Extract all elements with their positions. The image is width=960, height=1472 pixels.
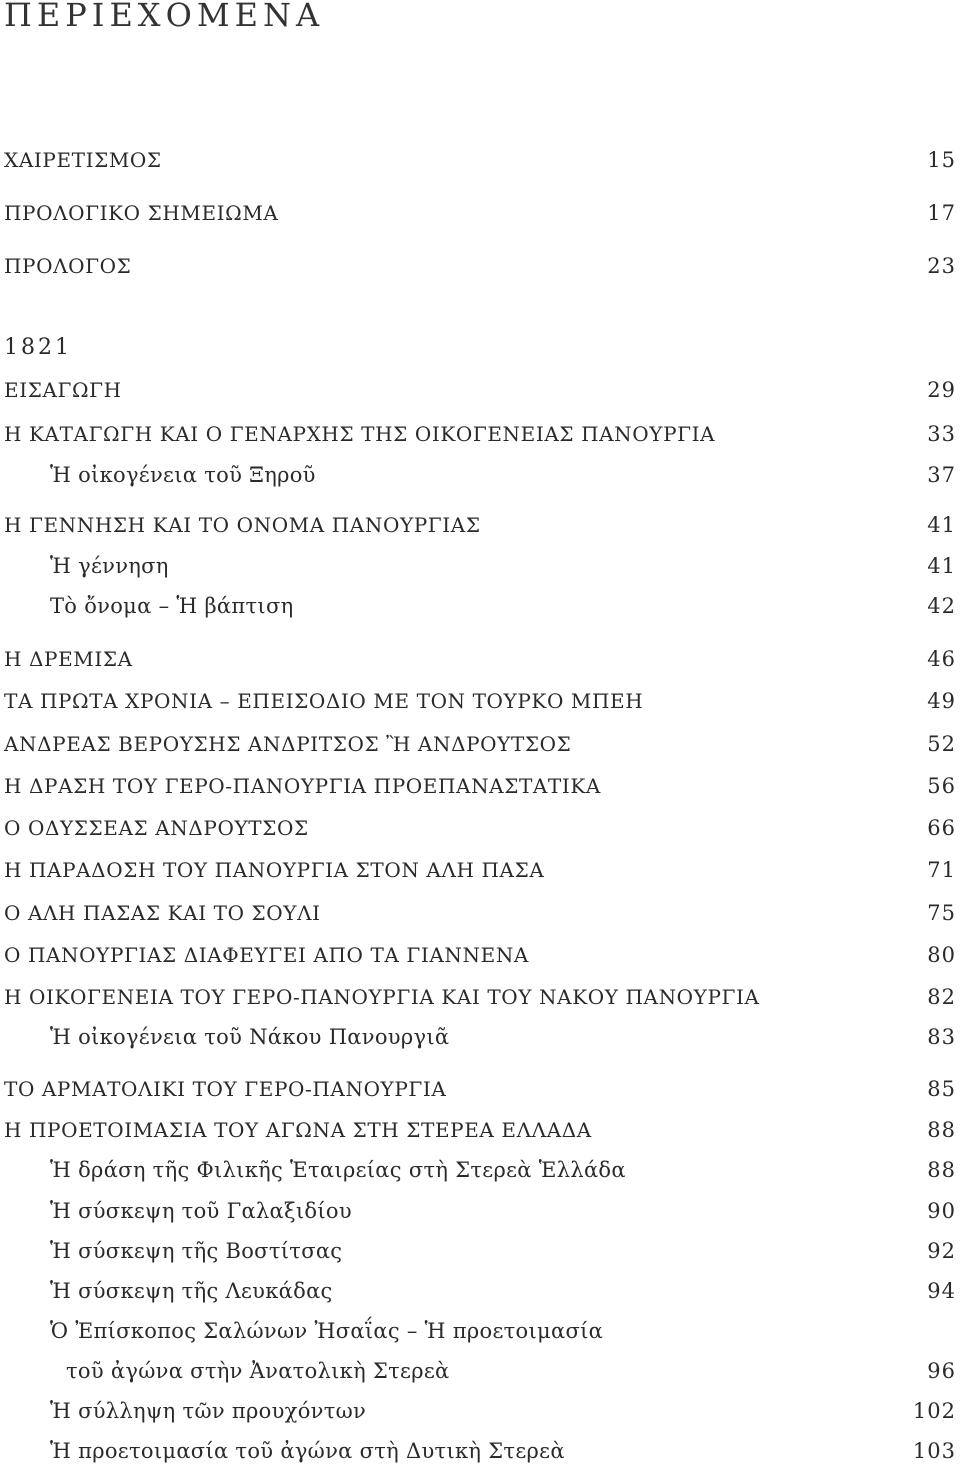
toc-entry-title: ΠΡΟΛΟΓΙΚΟ ΣΗΜΕΙΩΜΑ [4, 201, 279, 225]
toc-entry-title: ΑΝΔΡΕΑΣ ΒΕΡΟΥΣΗΣ ΑΝΔΡΙΤΣΟΣ Ἢ ΑΝΔΡΟΥΤΣΟΣ [4, 732, 572, 756]
toc-entry[interactable] [4, 686, 956, 716]
toc-entry-title: ΕΙΣΑΓΩΓΗ [4, 378, 122, 402]
toc-subentry[interactable] [50, 460, 956, 490]
toc-entry-page: 15 [927, 148, 956, 172]
toc-entry-page: 42 [927, 594, 956, 618]
toc-entry-page: 88 [927, 1118, 956, 1142]
toc-entry-title: τοῦ ἀγώνα στὴν Ἀνατολικὴ Στερεὰ [66, 1359, 450, 1383]
toc-entry-page: 75 [927, 901, 956, 925]
toc-entry[interactable] [4, 898, 956, 928]
toc-entry-title: Η ΚΑΤΑΓΩΓΗ ΚΑΙ Ο ΓΕΝΑΡΧΗΣ ΤΗΣ ΟΙΚΟΓΕΝΕΙΑΣ ΠΑΝΟΥΡΓΙΑ [4, 422, 716, 446]
toc-subentry[interactable] [50, 1436, 956, 1466]
toc-entry-title: Η ΠΡΟΕΤΟΙΜΑΣΙΑ ΤΟΥ ΑΓΩΝΑ ΣΤΗ ΣΤΕΡΕΑ ΕΛΛΑΔΑ [4, 1118, 592, 1142]
toc-entry-title: ΤΑ ΠΡΩΤΑ ΧΡΟΝΙΑ – ΕΠΕΙΣΟΔΙΟ ΜΕ ΤΟΝ ΤΟΥΡΚΟ ΜΠΕΗ [4, 689, 644, 713]
toc-entry-title: Ἡ γέννηση [50, 554, 169, 578]
toc-entry[interactable] [4, 940, 956, 970]
toc-entry-page: 46 [927, 647, 956, 671]
toc-entry-page: 33 [927, 422, 956, 446]
toc-entry-title: Η ΔΡΕΜΙΣΑ [4, 647, 133, 671]
toc-subentry[interactable] [50, 1155, 956, 1185]
toc-entry[interactable] [4, 251, 956, 281]
toc-entry[interactable] [4, 982, 956, 1012]
toc-subentry[interactable] [50, 1196, 956, 1226]
toc-entry-title: ΠΡΟΛΟΓΟΣ [4, 254, 132, 278]
toc-entry-page: 17 [927, 201, 956, 225]
toc-entry-page: 66 [927, 816, 956, 840]
toc-entry-title: Ο ΟΔΥΣΣΕΑΣ ΑΝΔΡΟΥΤΣΟΣ [4, 816, 309, 840]
toc-subentry[interactable] [50, 1236, 956, 1266]
toc-entry-page: 92 [927, 1239, 956, 1263]
toc-subentry[interactable] [50, 1396, 956, 1426]
toc-entry-title: Η ΓΕΝΝΗΣΗ ΚΑΙ ΤΟ ΟΝΟΜΑ ΠΑΝΟΥΡΓΙΑΣ [4, 513, 481, 537]
toc-entry-title: Ὁ Ἐπίσκοπος Σαλώνων Ἠσαΐας – Ἡ προετοιμασία [50, 1319, 604, 1343]
toc-entry-title: Ἡ οἰκογένεια τοῦ Ξηροῦ [50, 463, 316, 487]
toc-entry-title: Η ΟΙΚΟΓΕΝΕΙΑ ΤΟΥ ΓΕΡΟ-ΠΑΝΟΥΡΓΙΑ ΚΑΙ ΤΟΥ ΝΑΚΟΥ ΠΑΝΟΥΡΓΙΑ [4, 985, 760, 1009]
toc-entry-title: Ἡ σύσκεψη τῆς Λευκάδας [50, 1279, 333, 1303]
part-heading: 1821 [4, 335, 72, 360]
toc-subentry[interactable] [50, 1276, 956, 1306]
toc-entry[interactable] [4, 1115, 956, 1145]
toc-entry-page: 41 [927, 513, 956, 537]
toc-subentry[interactable] [50, 591, 956, 621]
toc-subentry[interactable] [50, 551, 956, 581]
toc-entry-page: 88 [927, 1158, 956, 1182]
toc-subentry[interactable] [50, 1022, 956, 1052]
toc-entry[interactable] [4, 198, 956, 228]
toc-entry[interactable] [4, 644, 956, 674]
toc-entry[interactable] [4, 1074, 956, 1104]
toc-entry-title: ΧΑΙΡΕΤΙΣΜΟΣ [4, 148, 162, 172]
page-title: ΠΕΡΙΕΧΟΜΕΝΑ [4, 0, 325, 34]
toc-entry-page: 56 [927, 774, 956, 798]
toc-entry-title: Τὸ ὄνομα – Ἡ βάπτιση [50, 594, 294, 618]
toc-entry-title: Ἡ σύσκεψη τῆς Βοστίτσας [50, 1239, 343, 1263]
toc-subentry-continuation[interactable] [66, 1356, 956, 1386]
toc-entry-page: 37 [927, 463, 956, 487]
toc-entry-page: 49 [927, 689, 956, 713]
toc-entry[interactable] [4, 510, 956, 540]
toc-entry-page: 29 [927, 378, 956, 402]
toc-entry-page: 85 [927, 1077, 956, 1101]
toc-entry-title: Ο ΠΑΝΟΥΡΓΙΑΣ ΔΙΑΦΕΥΓΕΙ ΑΠΟ ΤΑ ΓΙΑΝΝΕΝΑ [4, 943, 529, 967]
toc-entry[interactable] [4, 813, 956, 843]
toc-entry-title: Ἡ δράση τῆς Φιλικῆς Ἑταιρείας στὴ Στερεὰ Ἑλλάδα [50, 1158, 626, 1182]
toc-entry[interactable] [4, 145, 956, 175]
toc-entry-title: Ἡ οἰκογένεια τοῦ Νάκου Πανουργιᾶ [50, 1025, 450, 1049]
toc-entry-page: 23 [927, 254, 956, 278]
toc-entry[interactable] [4, 419, 956, 449]
toc-entry-title: ΤΟ ΑΡΜΑΤΟΛΙΚΙ ΤΟΥ ΓΕΡΟ-ΠΑΝΟΥΡΓΙΑ [4, 1077, 447, 1101]
toc-entry-title: Ἡ σύλληψη τῶν προυχόντων [50, 1399, 367, 1423]
toc-entry-page: 103 [912, 1439, 956, 1463]
toc-entry-page: 80 [927, 943, 956, 967]
toc-entry-page: 82 [927, 985, 956, 1009]
toc-entry-page: 102 [912, 1399, 956, 1423]
toc-entry[interactable] [4, 729, 956, 759]
toc-entry-title: Ο ΑΛΗ ΠΑΣΑΣ ΚΑΙ ΤΟ ΣΟΥΛΙ [4, 901, 321, 925]
toc-entry-page: 96 [927, 1359, 956, 1383]
toc-entry-page: 71 [927, 858, 956, 882]
toc-entry-page: 94 [927, 1279, 956, 1303]
toc-entry-page: 52 [927, 732, 956, 756]
toc-entry-title: Ἡ προετοιμασία τοῦ ἀγώνα στὴ Δυτικὴ Στερεὰ [50, 1439, 565, 1463]
toc-entry-title: Η ΔΡΑΣΗ ΤΟΥ ΓΕΡΟ-ΠΑΝΟΥΡΓΙΑ ΠΡΟΕΠΑΝΑΣΤΑΤΙΚΑ [4, 774, 601, 798]
toc-entry-title: Η ΠΑΡΑΔΟΣΗ ΤΟΥ ΠΑΝΟΥΡΓΙΑ ΣΤΟΝ ΑΛΗ ΠΑΣΑ [4, 858, 545, 882]
toc-entry[interactable] [4, 375, 956, 405]
toc-entry[interactable] [4, 771, 956, 801]
toc-entry-page: 41 [927, 554, 956, 578]
toc-entry-page: 90 [927, 1199, 956, 1223]
toc-entry-title: Ἡ σύσκεψη τοῦ Γαλαξιδίου [50, 1199, 352, 1223]
toc-entry[interactable] [4, 855, 956, 885]
toc-entry-page: 83 [927, 1025, 956, 1049]
toc-subentry[interactable] [50, 1316, 956, 1346]
